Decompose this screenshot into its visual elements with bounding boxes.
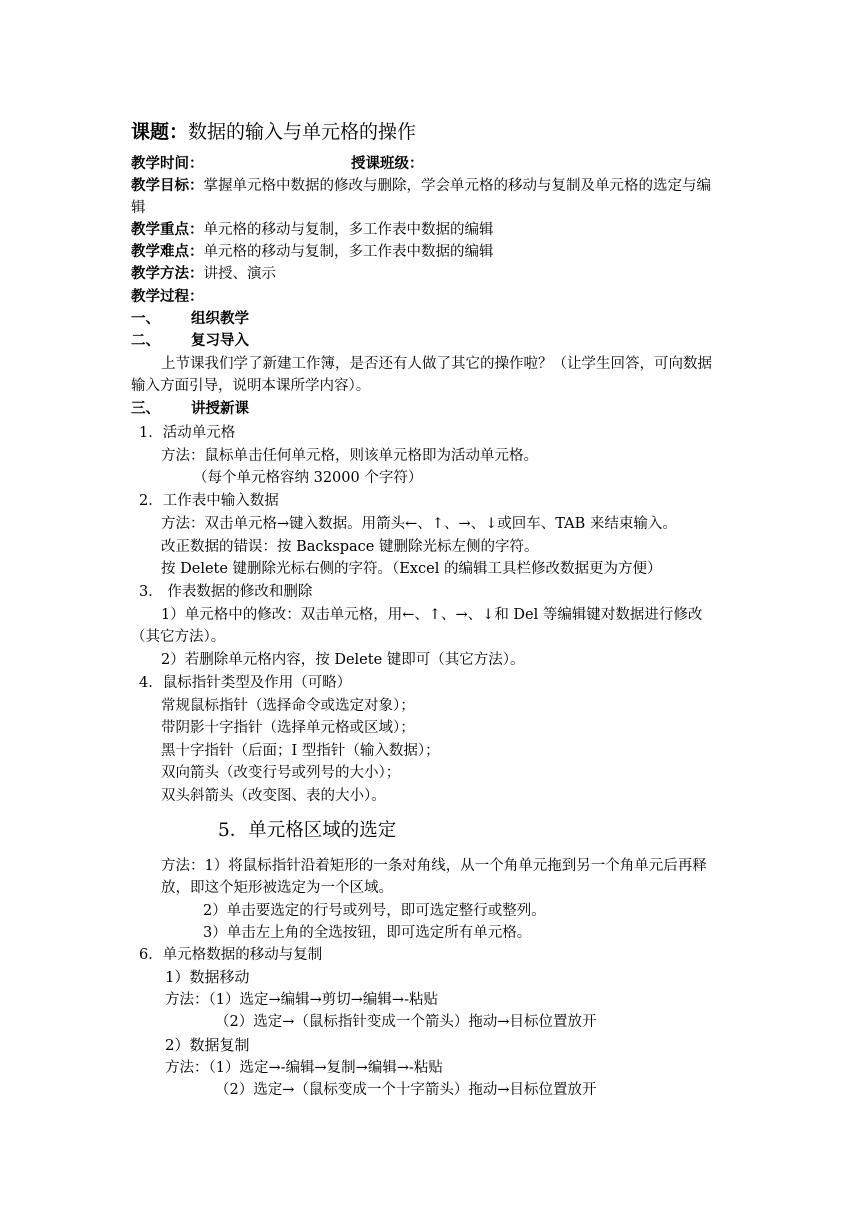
- method-text: 讲授、演示: [203, 266, 276, 282]
- difficulty-label: 教学难点：: [131, 243, 204, 260]
- title-label: 课题：: [131, 121, 189, 143]
- item-6-copy-heading: 2）数据复制: [165, 1036, 250, 1054]
- item-4-pointer-double-arrow: 双向箭头（改变行号或列号的大小）；: [161, 765, 401, 781]
- class-label: 授课班级：: [351, 155, 424, 172]
- item-3-delete: 2）若删除单元格内容，按 Delete 键即可（其它方法）。: [161, 652, 525, 668]
- item-2-heading: 2．工作表中输入数据: [139, 493, 279, 509]
- section-2-title: 复习导入: [191, 332, 249, 349]
- goal-continued: 辑: [131, 200, 146, 216]
- key-line: [131, 221, 494, 239]
- method-line: [131, 265, 276, 283]
- section-2-paragraph-1: 上节课我们学了新建工作簿，是否还有人做了其它的操作啦？（让学生回答，可向数据: [161, 356, 712, 372]
- item-6-copy-method-2: （2）选定→（鼠标变成一个十字箭头）拖动→目标位置放开: [215, 1082, 597, 1098]
- item-2-delete: 按 Delete 键删除光标右侧的字符。（Excel 的编辑工具栏修改数据更为方便）: [161, 561, 662, 577]
- item-2-correction: 改正数据的错误：按 Backspace 键删除光标左侧的字符。: [161, 539, 539, 555]
- item-6-move-heading: 1）数据移动: [165, 968, 250, 986]
- page-title: [131, 117, 416, 144]
- item-6-heading: 6．单元格数据的移动与复制: [139, 947, 323, 963]
- goal-line: [131, 177, 711, 195]
- item-6-move-method-2: （2）选定→（鼠标指针变成一个箭头）拖动→目标位置放开: [215, 1014, 597, 1030]
- section-1-number: 一、: [131, 310, 160, 327]
- item-4-heading: 4．鼠标指针类型及作用（可略）: [139, 675, 352, 691]
- method-label: 教学方法：: [131, 265, 204, 282]
- difficulty-line: [131, 243, 494, 261]
- item-3-edit-continued: （其它方法）。: [131, 629, 226, 645]
- teaching-time-label: 教学时间：: [131, 155, 204, 172]
- key-label: 教学重点：: [131, 221, 204, 238]
- item-2-method: 方法：双击单元格→键入数据。用箭头←、↑、→、↓或回车、TAB 来结束输入。: [161, 516, 677, 532]
- item-1-note: （每个单元格容纳 32000 个字符）: [193, 470, 423, 486]
- item-5-method-1: 方法：1）将鼠标指针沿着矩形的一条对角线，从一个角单元拖到另一个角单元后再释: [161, 858, 707, 874]
- difficulty-text: 单元格的移动与复制，多工作表中数据的编辑: [203, 244, 494, 260]
- item-4-pointer-normal: 常规鼠标指针（选择命令或选定对象）；: [161, 698, 415, 714]
- item-4-pointer-black-cross: 黑十字指针（后面；I 型指针（输入数据）；: [161, 743, 440, 759]
- item-5-heading: 5．单元格区域的选定: [218, 820, 397, 841]
- item-1-heading: 1．活动单元格: [139, 425, 236, 441]
- section-3-title: 讲授新课: [191, 400, 249, 417]
- item-6-copy-method-1: 方法：（1）选定→-编辑→复制→编辑→-粘贴: [165, 1060, 443, 1076]
- item-6-move-method-1: 方法：（1）选定→编辑→剪切→编辑→-粘贴: [165, 992, 438, 1008]
- item-4-pointer-diagonal: 双头斜箭头（改变图、表的大小）。: [161, 788, 386, 804]
- goal-label: 教学目标：: [131, 177, 204, 194]
- key-text: 单元格的移动与复制，多工作表中数据的编辑: [203, 222, 494, 238]
- item-4-pointer-cross: 带阴影十字指针（选择单元格或区域）；: [161, 720, 415, 736]
- process-label: 教学过程：: [131, 288, 204, 305]
- section-2-number: 二、: [131, 332, 160, 349]
- item-5-method-1-continued: 放，即这个矩形被选定为一个区域。: [161, 880, 393, 896]
- item-3-heading: 3． 作表数据的修改和删除: [139, 584, 313, 600]
- item-3-edit: 1）单元格中的修改：双击单元格，用←、↑、→、↓和 Del 等编辑键对数据进行修改: [161, 607, 703, 623]
- title-text: 数据的输入与单元格的操作: [188, 121, 417, 143]
- section-1-title: 组织教学: [191, 310, 249, 327]
- section-2-paragraph-2: 输入方面引导，说明本课所学内容）。: [131, 378, 371, 394]
- item-5-method-2: 2）单击要选定的行号或列号，即可选定整行或整列。: [203, 903, 546, 919]
- item-5-method-3: 3）单击左上角的全选按钮，即可选定所有单元格。: [203, 925, 532, 941]
- item-1-method: 方法：鼠标单击任何单元格，则该单元格即为活动单元格。: [161, 448, 538, 464]
- section-3-number: 三、: [131, 400, 160, 417]
- goal-text: 掌握单元格中数据的修改与删除，学会单元格的移动与复制及单元格的选定与编: [203, 178, 711, 194]
